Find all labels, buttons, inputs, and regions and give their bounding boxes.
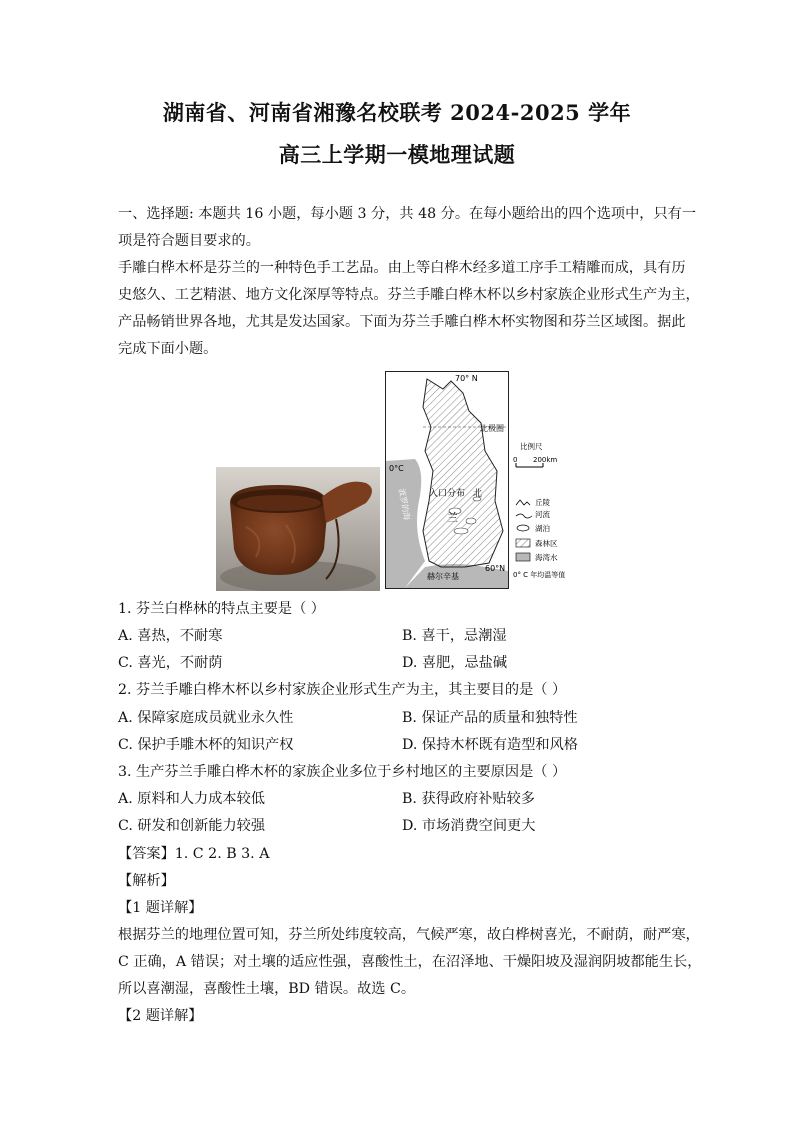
question-3-stem: 3. 生产芬兰手雕白桦木杯的家族企业多位于乡村地区的主要原因是（ ）: [118, 764, 567, 780]
q1-detail-label: 【1 题详解】: [118, 900, 203, 916]
q3-option-a: A. 原料和人力成本较低: [118, 791, 265, 807]
q1-detail-line1: 根据芬兰的地理位置可知，芬兰所处纬度较高，气候严寒，故白桦树喜光，不耐荫，耐严寒，: [118, 927, 700, 943]
map-sea-label: 波罗的海: [397, 487, 412, 521]
passage-line4: 完成下面小题。: [118, 341, 218, 357]
map-zero-c: 0°C: [389, 464, 404, 473]
map-capital-label: 赫尔辛基: [427, 572, 459, 581]
question-2-stem: 2. 芬兰手雕白桦木杯以乡村家族企业形式生产为主，其主要目的是（ ）: [118, 682, 567, 698]
q1-detail-line2: C 正确，A 错误；对土壤的适应性强，喜酸性土，在沼泽地、干燥阳坡及湿润阴坡都能生长，: [118, 954, 702, 970]
map-lat-70: 70° N: [455, 374, 478, 383]
legend-lake: 湖泊: [535, 524, 550, 533]
section-intro-line2: 项是符合题目要求的。: [118, 233, 260, 249]
doc-title-line2: 高三上学期一模地理试题: [278, 142, 516, 167]
legend-gulf-water: 海湾水: [535, 553, 558, 562]
map-country-label: 兰: [447, 511, 458, 524]
legend-hills: 丘陵: [535, 498, 550, 507]
answer-line: 【答案】1. C 2. B 3. A: [118, 846, 270, 862]
finland-map: [385, 371, 578, 589]
map-bay-label: 北: [473, 489, 483, 499]
q2-option-d: D. 保持木杯既有造型和风格: [402, 737, 578, 753]
q1-option-a: A. 喜热，不耐寒: [118, 628, 223, 644]
q1-option-c: C. 喜光，不耐荫: [118, 655, 223, 671]
q2-detail-label: 【2 题详解】: [118, 1008, 203, 1024]
map-region-label: 入口分布: [429, 489, 466, 499]
map-scale-0: 0: [513, 456, 518, 464]
map-lat-60: 60°N: [485, 564, 506, 573]
passage-line1: 手雕白桦木杯是芬兰的一种特色手工艺品。由上等白桦木经多道工序手工精雕而成，具有历: [118, 260, 686, 276]
legend-river: 河流: [535, 510, 550, 519]
birch-cup-photo: [216, 467, 380, 591]
q1-option-b: B. 喜干，忌潮湿: [402, 628, 507, 644]
map-scale-label: 比例尺: [520, 442, 543, 451]
section-intro-line1: 一、选择题: 本题共 16 小题，每小题 3 分，共 48 分。在每小题给出的四个选项中，只有一: [118, 206, 697, 222]
q2-option-b: B. 保证产品的质量和独特性: [402, 710, 578, 726]
q1-option-d: D. 喜肥，忌盐碱: [402, 655, 508, 671]
legend-isotherm: 0° C 年均温等值: [513, 571, 566, 579]
map-scale-200: 200km: [533, 456, 558, 464]
passage-line2: 史悠久、工艺精湛、地方文化深厚等特点。芬兰手雕白桦木杯以乡村家族企业形式生产为主，: [118, 287, 700, 303]
passage-line3: 产品畅销世界各地，尤其是发达国家。下面为芬兰手雕白桦木杯实物图和芬兰区域图。据此: [118, 314, 686, 330]
q3-option-d: D. 市场消费空间更大: [402, 818, 536, 834]
legend-forest: 森林区: [535, 539, 558, 548]
q2-option-c: C. 保护手雕木杯的知识产权: [118, 737, 294, 753]
q3-option-b: B. 获得政府补贴较多: [402, 791, 535, 807]
map-arctic-circle: 北极圈: [480, 424, 504, 433]
question-1-stem: 1. 芬兰白桦林的特点主要是（ ）: [118, 601, 325, 617]
doc-title-line1: 湖南省、河南省湘豫名校联考 2024-2025 学年: [162, 100, 632, 125]
q3-option-c: C. 研发和创新能力较强: [118, 818, 266, 834]
q2-option-a: A. 保障家庭成员就业永久性: [118, 710, 294, 726]
q1-detail-line3: 所以喜潮湿，喜酸性土壤，BD 错误。故选 C。: [118, 981, 416, 997]
analysis-label: 【解析】: [118, 873, 175, 889]
